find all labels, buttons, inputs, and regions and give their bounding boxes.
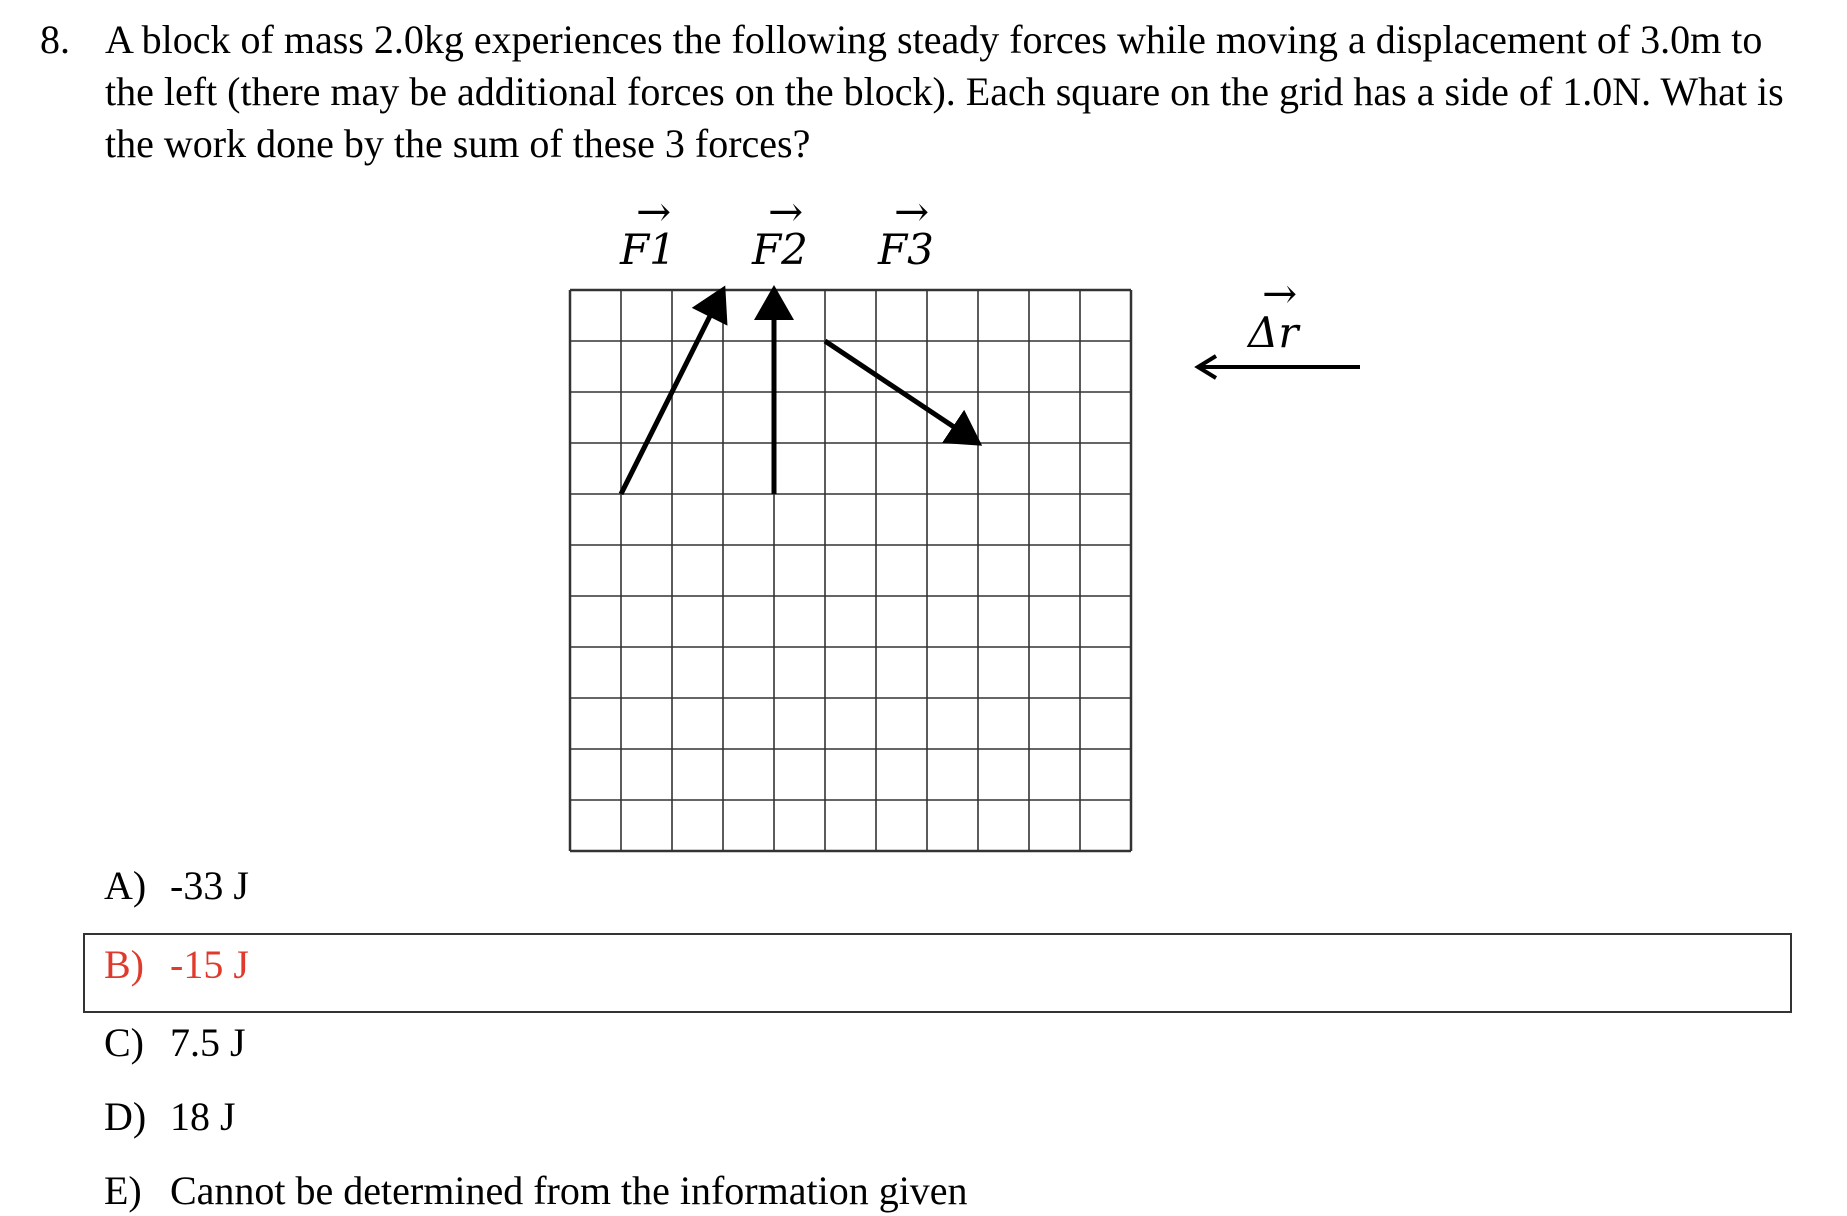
f3-label-text: F3 <box>878 225 934 274</box>
dr-overarrow: → <box>1262 269 1298 318</box>
choice-b[interactable] <box>104 940 249 990</box>
choice-e-text: Cannot be determined from the information given <box>170 1168 968 1213</box>
choice-c-text: 7.5 J <box>170 1020 246 1065</box>
choice-b-letter: B) <box>104 942 144 987</box>
choice-c[interactable] <box>104 1018 246 1068</box>
choice-a[interactable] <box>104 861 249 911</box>
dr-label-text: Δr <box>1248 308 1299 357</box>
choice-d[interactable] <box>104 1092 236 1142</box>
f3-overarrow: → <box>894 187 930 236</box>
choice-d-text: 18 J <box>170 1094 236 1139</box>
vector-label-f2 <box>751 187 808 274</box>
choice-a-text: -33 J <box>170 863 249 908</box>
choice-e-letter: E) <box>104 1168 142 1213</box>
vector-label-f1 <box>619 187 676 274</box>
choice-a-letter: A) <box>104 863 147 908</box>
highlighted-answer-box <box>83 933 1792 1013</box>
choice-e[interactable] <box>104 1166 968 1216</box>
f1-label-text: F1 <box>620 225 676 274</box>
choice-b-text: -15 J <box>170 942 249 987</box>
f2-overarrow: → <box>768 187 804 236</box>
question-number: 8. <box>40 17 70 62</box>
f1-overarrow: → <box>636 187 672 236</box>
choice-c-letter: C) <box>104 1020 144 1065</box>
vector-label-f3 <box>877 187 934 274</box>
question-text: A block of mass 2.0kg experiences the following steady forces while moving a displacement of 3.0m to the left (there may be additional forces on the block). Each square on the grid has a side of 1.0N. What is the work done by the sum of these 3 forces? <box>105 17 1784 166</box>
f2-label-text: F2 <box>752 225 808 274</box>
displacement-vector <box>1198 269 1360 378</box>
force-grid <box>570 290 1131 851</box>
choice-d-letter: D) <box>104 1094 147 1139</box>
